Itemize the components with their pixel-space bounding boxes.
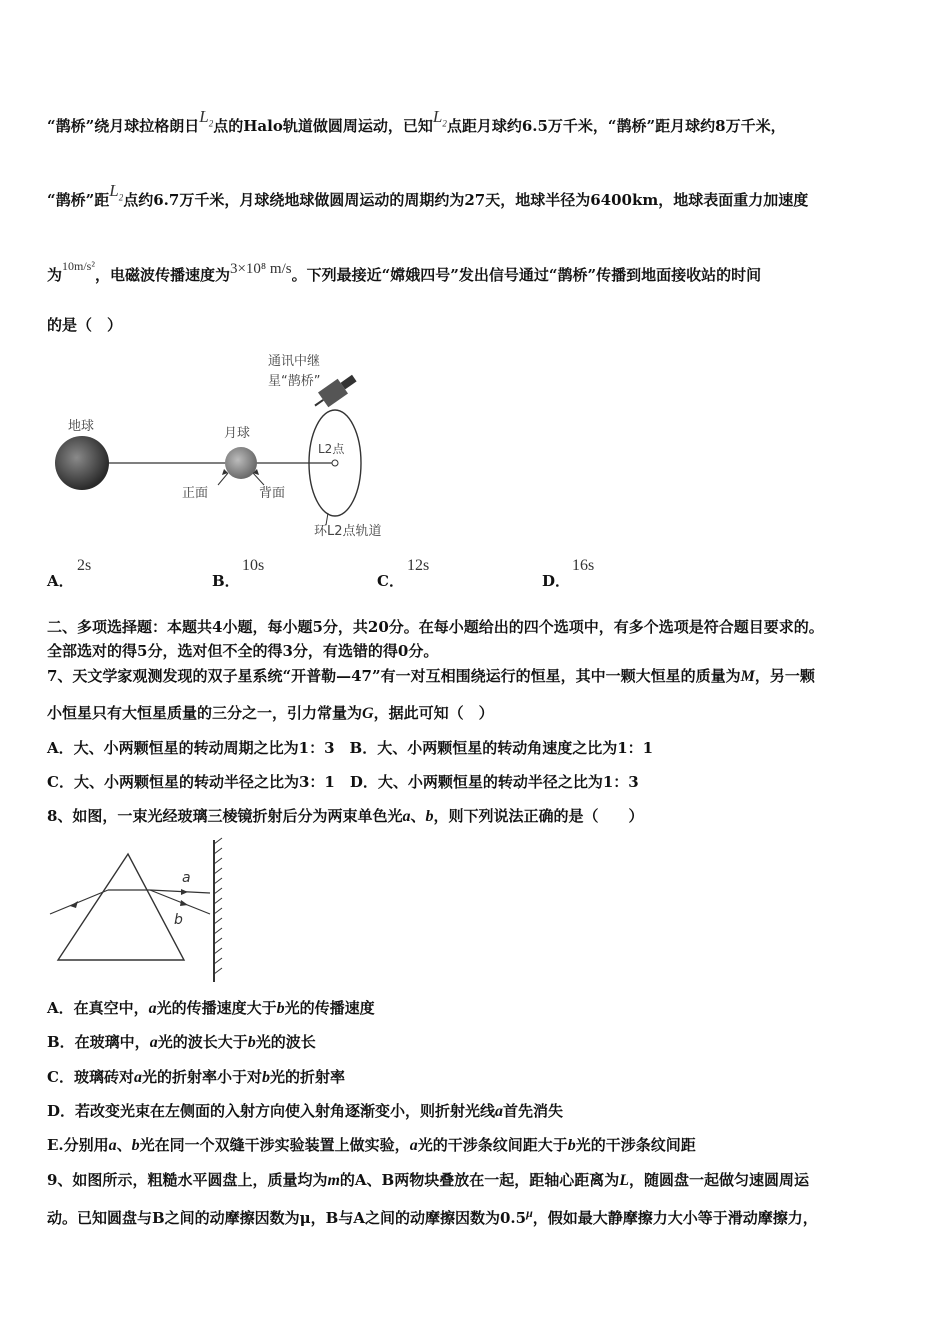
relay-label-1: 通讯中继 (268, 354, 321, 369)
l2-symbol: $L_2$ (199, 107, 214, 129)
q8-option-b: B．在玻璃中，a光的波长大于b光的波长 (47, 1033, 316, 1051)
prism-figure (46, 836, 236, 986)
orbit-label: 环L2点轨道 (314, 524, 382, 539)
q6-option-c-label: C． (377, 572, 404, 590)
q9-stem-line-1: 9、如图所示，粗糙水平圆盘上，质量均为m的A、B两物块叠放在一起，距轴心距离为L，随圆盘一起做匀速圆周运 (47, 1171, 810, 1189)
moon-icon (225, 447, 257, 479)
front-label: 正面 (182, 486, 209, 501)
gravity-value: 10m/s² (62, 259, 95, 273)
q8-option-d: D．若改变光束在左侧面的入射方向使入射角逐渐变小，则折射光线a首先消失 (47, 1102, 564, 1120)
relay-label-2: 星“鹊桥” (268, 374, 321, 389)
q9-stem-line-2: 动。已知圆盘与B之间的动摩擦因数为μ，B与A之间的动摩擦因数为$0.5^\mu$，假如最大静摩擦力大小等于滑动摩擦力， (47, 1206, 818, 1227)
ray-a (150, 890, 210, 893)
earth-label: 地球 (68, 419, 95, 434)
q6-line-4: 的是（ ） (47, 316, 123, 334)
incident-ray (50, 890, 108, 914)
l2-point-marker (332, 460, 338, 466)
q6-option-c-value: 12s (407, 557, 430, 574)
q7-options-cd: C．大、小两颗恒星的转动半径之比为3：1 D．大、小两颗恒星的转动半径之比为1：3 (47, 773, 639, 791)
prism-icon (58, 854, 184, 960)
l2-symbol: $L_2$ (432, 107, 447, 129)
earth-icon (55, 436, 109, 490)
wave-speed-value: 3×10⁸ m/s (229, 261, 292, 277)
q6-line-2: “鹊桥”距$L_2$点约6.7万千米，月球绕地球做圆周运动的周期约为27天，地球半径为6400km，地球表面重力加速度 (47, 181, 809, 209)
ray-a-label: a (182, 870, 191, 886)
q6-option-d-label: D． (542, 572, 571, 590)
section-2-scoring: 全部选对的得5分，选对但不全的得3分，有选错的得0分。 (47, 642, 439, 660)
q7-stem-line-2: 小恒星只有大恒星质量的三分之一，引力常量为G，据此可知（ ） (47, 704, 494, 722)
q6-option-a-value: 2s (77, 557, 92, 574)
ray-b (150, 890, 210, 914)
l2-point-label: L2点 (318, 442, 345, 456)
back-label: 背面 (259, 486, 286, 501)
q6-option-d-value: 16s (572, 557, 595, 574)
q7-stem-line-1: 7、天文学家观测发现的双子星系统“开普勒—47”有一对互相围绕运行的恒星，其中一颗大恒星的质量为M，另一颗 (47, 667, 815, 685)
q6-line-1: “鹊桥”绕月球拉格朗日$L_2$点的Halo轨道做圆周运动，已知$L_2$点距月球约6.5万千米，“鹊桥”距月球约8万千米， (47, 107, 786, 135)
section-2-heading: 二、多项选择题：本题共4小题，每小题5分，共20分。在每小题给出的四个选项中，有多个选项是符合题目要求的。 (47, 618, 824, 636)
q8-stem: 8、如图，一束光经玻璃三棱镜折射后分为两束单色光a、b，则下列说法正确的是（ ） (47, 807, 644, 825)
q8-option-e: E.分别用a、b光在同一个双缝干涉实验装置上做实验，a光的干涉条纹间距大于b光的干涉条纹间距 (47, 1136, 696, 1154)
q6-line-3: 为$^{10m/s^2}$，电磁波传播速度为3×10⁸ m/s。下列最接近“嫦娥四号”发出信号通过“鹊桥”传播到地面接收站的时间 (47, 259, 762, 284)
earth-moon-l2-figure (50, 345, 420, 545)
q8-option-c: C．玻璃砖对a光的折射率小于对b光的折射率 (47, 1068, 345, 1086)
q6-option-b-label: B． (212, 572, 240, 590)
q8-option-a: A．在真空中，a光的传播速度大于b光的传播速度 (47, 999, 375, 1017)
front-arrow (218, 473, 228, 485)
q7-options-ab: A．大、小两颗恒星的转动周期之比为1：3 B．大、小两颗恒星的转动角速度之比为1：1 (47, 739, 654, 757)
moon-label: 月球 (224, 426, 251, 441)
ray-b-label: b (174, 912, 183, 928)
q6-option-a-label: A． (47, 572, 74, 590)
q6-option-b-value: 10s (242, 557, 265, 574)
l2-symbol: $L_2$ (109, 181, 124, 203)
